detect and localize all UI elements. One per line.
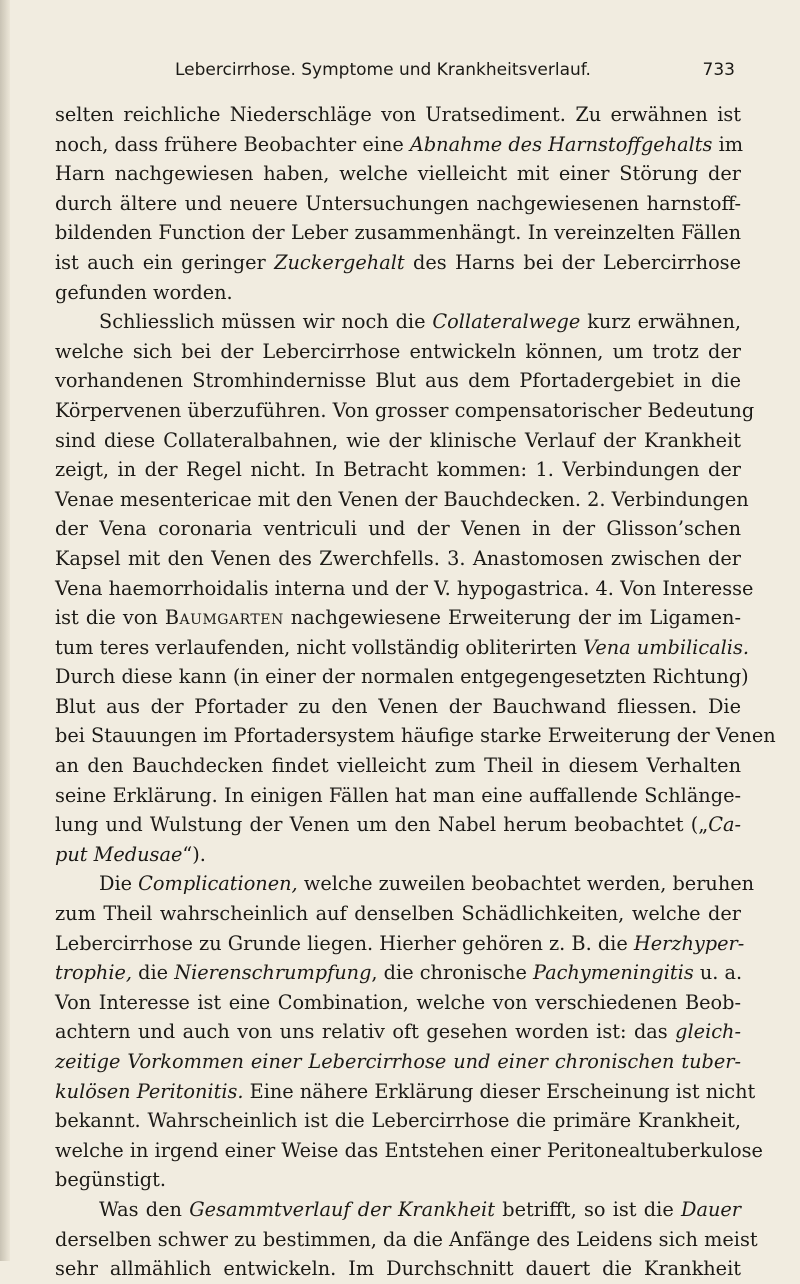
text-run: im: [712, 132, 744, 156]
italic-term: Complicationen,: [138, 872, 298, 896]
text-run: an den Bauchdecken findet vielleicht zum Theil in diesem Verhalten: [55, 754, 741, 778]
text-line: [55, 1106, 741, 1136]
text-run: bildenden Function der Leber zusammenhängt. In vereinzelten Fällen: [55, 221, 741, 245]
text-run: “).: [182, 842, 206, 866]
text-run: tum teres verlaufenden, nicht vollständig obliterirten: [55, 635, 584, 659]
running-title: Lebercirrhose. Symptome und Krankheitsverlauf.: [175, 60, 591, 80]
text-line: [55, 1254, 741, 1284]
text-line: [55, 1136, 763, 1166]
text-run: Vena haemorrhoidalis interna und der V. hypogastrica. 4. Von Interesse: [55, 576, 754, 600]
italic-term: Zuckergehalt: [274, 250, 405, 274]
text-run: Durch diese kann (in einer der normalen entgegengesetzten Richtung): [55, 665, 749, 689]
page-number: 733: [702, 60, 735, 80]
text-run: Venae mesentericae mit den Venen der Bauchdecken. 2. Verbindungen: [55, 487, 749, 511]
text-run: Schliesslich müssen wir noch die: [99, 310, 433, 334]
text-line: [55, 455, 741, 485]
text-run: durch ältere und neuere Untersuchungen nachgewiesenen harnstoff-: [55, 191, 741, 215]
text-line: [55, 1225, 758, 1255]
text-line: [55, 189, 741, 219]
italic-term: Abnahme des Harnstoffgehalts: [409, 132, 713, 156]
text-run: noch, dass frühere Beobachter eine: [55, 132, 410, 156]
text-run: ist die von: [55, 606, 165, 630]
author-name: Baumgarten: [164, 606, 284, 630]
text-line: [55, 929, 745, 959]
italic-term: Vena umbilicalis.: [583, 635, 749, 659]
text-line: [55, 869, 755, 899]
italic-term: Collateralwege: [432, 310, 581, 334]
italic-term: kulösen Peritonitis.: [55, 1079, 244, 1103]
book-spine-shadow: [0, 0, 10, 1261]
text-run: welche sich bei der Lebercirrhose entwickeln können, um trotz der: [55, 339, 741, 363]
text-run: derselben schwer zu bestimmen, da die Anfänge des Leidens sich meist: [55, 1227, 758, 1251]
text-run: begünstigt.: [55, 1168, 166, 1192]
text-line: [55, 781, 741, 811]
text-line: [55, 899, 741, 929]
text-run: vorhandenen Stromhindernisse Blut aus dem Pfortadergebiet in die: [55, 369, 741, 393]
text-run: u. a.: [693, 961, 743, 985]
italic-term: Dauer: [681, 1197, 741, 1221]
italic-term: Herzhyper-: [633, 931, 745, 955]
text-run: Kapsel mit den Venen des Zwerchfells. 3. Anastomosen zwischen der: [55, 546, 741, 570]
text-run: , die chronische: [371, 961, 534, 985]
text-run: bekannt. Wahrscheinlich ist die Lebercirrhose die primäre Krankheit,: [55, 1109, 741, 1133]
text-run: Die: [99, 872, 139, 896]
italic-term: trophie,: [55, 961, 133, 985]
text-run: sind diese Collateralbahnen, wie der klinische Verlauf der Krankheit: [55, 428, 741, 452]
text-line: [55, 721, 776, 751]
italic-term: zeitige Vorkommen einer Lebercirrhose und einer chronischen tuber-: [55, 1050, 741, 1073]
text-run: Lebercirrhose zu Grunde liegen. Hierher gehören z. B. die: [55, 931, 634, 955]
text-line: [55, 1195, 741, 1225]
text-line: [55, 307, 741, 337]
text-line: [55, 337, 741, 367]
text-line: [55, 574, 754, 604]
text-run: seine Erklärung. In einigen Fällen hat man eine auffallende Schlänge-: [55, 783, 741, 807]
text-line: [55, 958, 741, 988]
text-run: gefunden worden.: [55, 280, 233, 304]
text-line: [55, 366, 741, 396]
text-line: [55, 485, 749, 515]
text-line: [55, 751, 741, 781]
text-line: [55, 278, 741, 308]
text-line: [55, 159, 741, 189]
text-line: [55, 396, 755, 426]
text-line: [55, 248, 741, 278]
text-run: die: [132, 961, 175, 985]
text-run: bei Stauungen im Pfortadersystem häufige starke Erweiterung der Venen: [55, 724, 776, 748]
text-line: [55, 1047, 741, 1077]
text-run: welche in irgend einer Weise das Entstehen einer Peritonealtuberkulose: [55, 1138, 763, 1162]
text-run: achtern und auch von uns relativ oft gesehen worden ist: das: [55, 1020, 676, 1044]
text-run: der Vena coronaria ventriculi und der Venen in der Glisson’schen: [55, 517, 741, 541]
text-line: [55, 218, 741, 248]
text-line: [55, 603, 741, 633]
text-line: [55, 662, 749, 692]
italic-term: Ca-: [708, 813, 741, 837]
text-run: Harn nachgewiesen haben, welche vielleicht mit einer Störung der: [55, 162, 741, 186]
text-line: [55, 1165, 741, 1195]
text-run: zeigt, in der Regel nicht. In Betracht kommen: 1. Verbindungen der: [55, 458, 741, 482]
body-text: [55, 100, 776, 1284]
text-line: [55, 988, 741, 1018]
text-run: Was den: [99, 1197, 190, 1221]
italic-term: gleich-: [675, 1020, 741, 1044]
running-header: [175, 60, 735, 86]
text-run: ist auch ein geringer: [55, 250, 275, 274]
text-line: [55, 426, 741, 456]
text-run: zum Theil wahrscheinlich auf denselben Schädlichkeiten, welche der: [55, 902, 741, 926]
text-run: Von Interesse ist eine Combination, welche von verschiedenen Beob-: [55, 990, 741, 1014]
text-line: [55, 100, 741, 130]
text-line: [55, 1077, 756, 1107]
text-line: [55, 840, 741, 870]
text-line: [55, 544, 741, 574]
italic-term: Nierenschrumpfung: [174, 961, 372, 985]
text-run: Eine nähere Erklärung dieser Erscheinung ist nicht: [243, 1079, 756, 1103]
italic-term: Pachymeningitis: [533, 961, 694, 985]
text-run: Blut aus der Pfortader zu den Venen der Bauchwand fliessen. Die: [55, 694, 741, 718]
text-run: lung und Wulstung der Venen um den Nabel herum beobachtet („: [55, 813, 709, 837]
italic-term: put Medusae: [55, 842, 183, 866]
text-run: welche zuweilen beobachtet werden, beruhen: [297, 872, 755, 896]
text-line: [55, 633, 749, 663]
text-run: nachgewiesene Erweiterung der im Ligamen-: [283, 606, 741, 630]
text-run: sehr allmählich entwickeln. Im Durchschnitt dauert die Krankheit: [55, 1257, 741, 1281]
text-run: Körpervenen überzuführen. Von grosser compensatorischer Bedeutung: [55, 398, 755, 422]
text-line: [55, 130, 744, 160]
text-line: [55, 1017, 741, 1047]
text-line: [55, 514, 741, 544]
text-run: des Harns bei der Lebercirrhose: [404, 250, 741, 274]
text-run: kurz erwähnen,: [580, 310, 741, 334]
text-line: [55, 810, 741, 840]
text-run: selten reichliche Niederschläge von Uratsediment. Zu erwähnen ist: [55, 103, 741, 126]
text-run: betrifft, so ist die: [494, 1197, 681, 1221]
italic-term: Gesammtverlauf der Krankheit: [189, 1197, 495, 1221]
text-line: [55, 692, 741, 722]
